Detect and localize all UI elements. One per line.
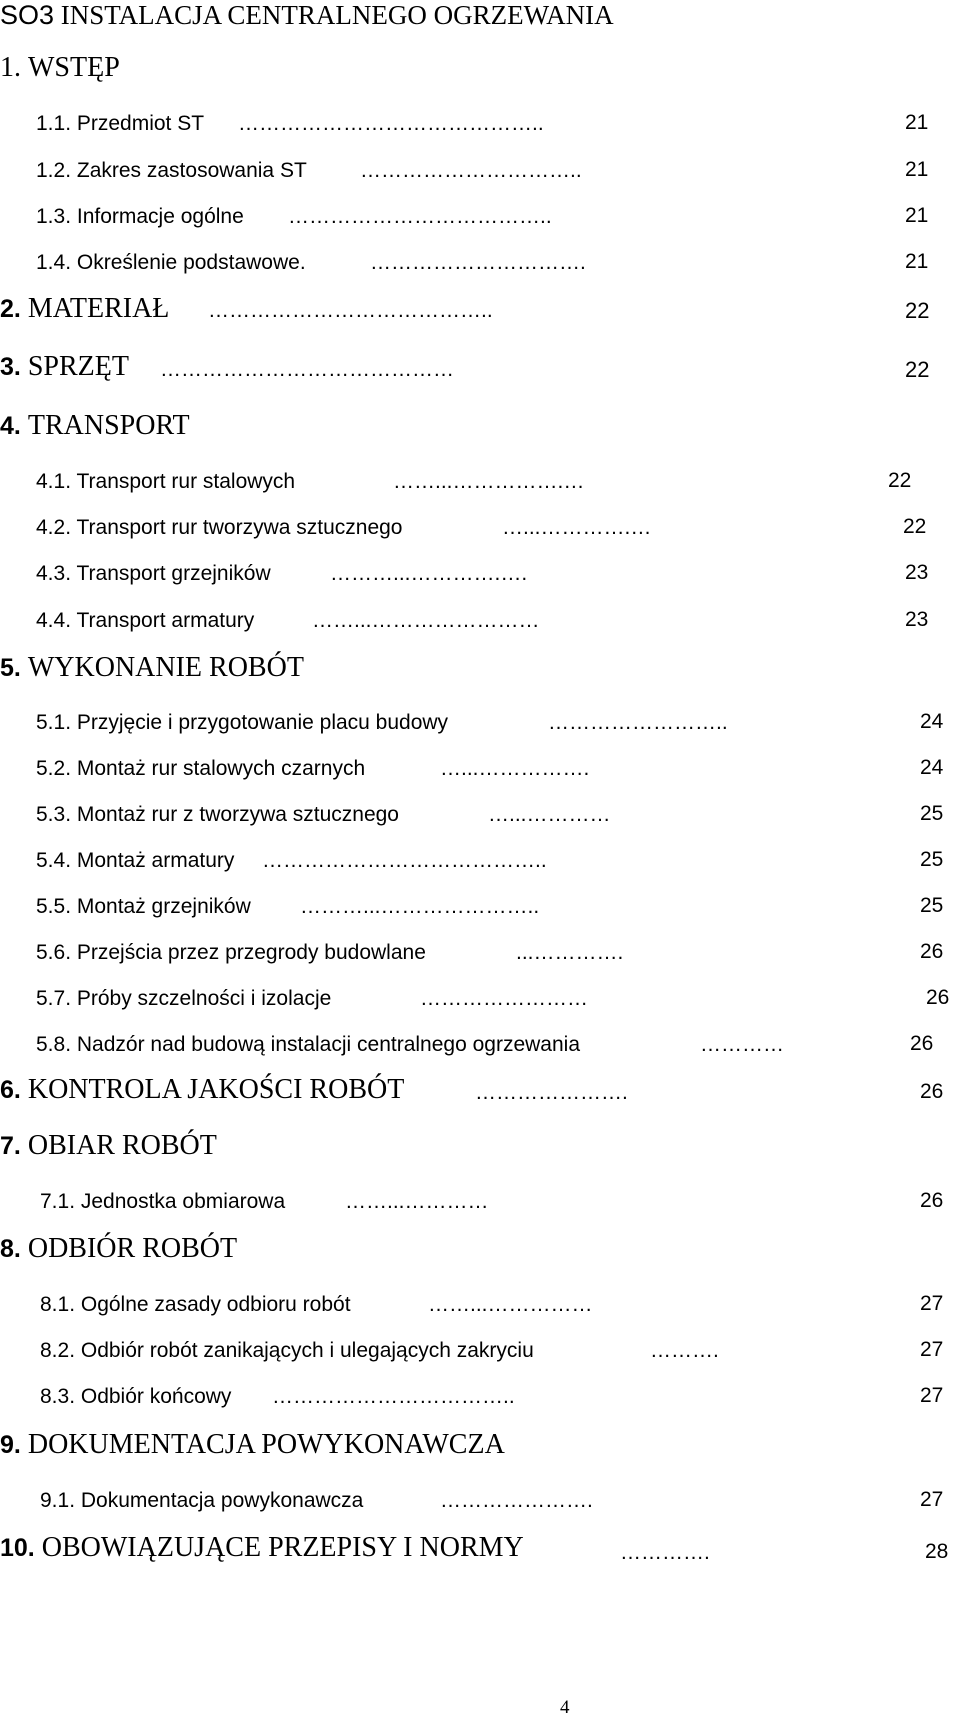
toc-page: 26 — [910, 1032, 934, 1055]
toc-entry-1-3: 1.3. Informacje ogólne — [36, 205, 244, 228]
spec-title: INSTALACJA CENTRALNEGO OGRZEWANIA — [60, 0, 614, 30]
toc-entry-5-1: 5.1. Przyjęcie i przygotowanie placu budowy — [36, 711, 449, 734]
toc-page: 21 — [905, 158, 929, 181]
toc-leader: …...………… — [488, 803, 611, 826]
toc-entry-1-1: 1.1. Przedmiot ST — [36, 112, 205, 135]
toc-leader: …………. — [620, 1541, 710, 1564]
toc-entry-5-4: 5.4. Montaż armatury — [36, 849, 235, 872]
toc-leader: ………. — [650, 1339, 719, 1362]
toc-entry-8-1: 8.1. Ogólne zasady odbioru robót — [40, 1293, 351, 1316]
toc-page: 27 — [920, 1292, 944, 1315]
toc-page: 24 — [920, 710, 944, 733]
toc-entry-4-3: 4.3. Transport grzejników — [36, 562, 271, 585]
toc-page: 26 — [926, 986, 950, 1009]
toc-heading-4: 4. TRANSPORT — [0, 410, 190, 441]
toc-page: 27 — [920, 1338, 944, 1361]
toc-entry-1-4: 1.4. Określenie podstawowe. — [36, 251, 306, 274]
toc-heading-10: 10. OBOWIĄZUJĄCE PRZEPISY I NORMY — [0, 1532, 524, 1563]
toc-page: 22 — [905, 298, 930, 323]
toc-leader: …………………. — [475, 1081, 628, 1104]
toc-heading-2: 2. MATERIAŁ — [0, 293, 170, 324]
toc-leader: ………………………………….. — [262, 849, 547, 872]
toc-page: 23 — [905, 608, 929, 631]
toc-heading-6: 6. KONTROLA JAKOŚCI ROBÓT — [0, 1074, 405, 1105]
toc-leader: ……...…………… — [428, 1293, 593, 1316]
toc-heading-9: 9. DOKUMENTACJA POWYKONAWCZA — [0, 1429, 505, 1460]
toc-leader: ………… — [700, 1033, 784, 1056]
toc-entry-8-3: 8.3. Odbiór końcowy — [40, 1385, 232, 1408]
toc-leader: ………………………………….. — [208, 299, 493, 322]
toc-leader: …...……………. — [440, 757, 590, 780]
toc-leader: …………………….. — [548, 711, 728, 734]
toc-page: 21 — [905, 111, 929, 134]
toc-leader: ………………………….. — [360, 159, 582, 182]
toc-entry-5-2: 5.2. Montaż rur stalowych czarnych — [36, 757, 366, 780]
toc-leader: …………………. — [440, 1489, 593, 1512]
toc-leader: …………………… — [420, 987, 588, 1010]
toc-page: 22 — [888, 469, 912, 492]
toc-leader: …………………………….. — [272, 1385, 515, 1408]
document-title — [0, 0, 614, 30]
toc-leader: ……...………… — [345, 1190, 489, 1213]
toc-heading-7: 7. OBIAR ROBÓT — [0, 1130, 217, 1161]
toc-page: 23 — [905, 561, 929, 584]
toc-entry-7-1: 7.1. Jednostka obmiarowa — [40, 1190, 286, 1213]
toc-leader: …...………….… — [502, 516, 652, 539]
toc-leader: ………...………….…. — [330, 562, 528, 585]
toc-page: 22 — [905, 357, 930, 382]
toc-leader: ……...…………….… — [393, 470, 585, 493]
toc-page: 22 — [903, 515, 927, 538]
toc-entry-9-1: 9.1. Dokumentacja powykonawcza — [40, 1489, 364, 1512]
toc-heading-3: 3. SPRZĘT — [0, 351, 129, 382]
toc-heading-5: 5. WYKONANIE ROBÓT — [0, 652, 304, 683]
toc-entry-4-1: 4.1. Transport rur stalowych — [36, 470, 296, 493]
toc-page: 25 — [920, 894, 944, 917]
toc-heading-1: 1. WSTĘP — [0, 52, 120, 83]
page-number: 4 — [560, 1697, 570, 1718]
toc-leader: …………………………. — [370, 251, 586, 274]
toc-leader: …………………………………… — [160, 358, 454, 381]
toc-page: 27 — [920, 1384, 944, 1407]
toc-entry-8-2: 8.2. Odbiór robót zanikających i ulegających zakryciu — [40, 1339, 534, 1362]
toc-entry-4-4: 4.4. Transport armatury — [36, 609, 255, 632]
toc-leader: ……...…………………… — [312, 609, 540, 632]
toc-page: 26 — [920, 1189, 944, 1212]
toc-page: 25 — [920, 802, 944, 825]
toc-entry-5-6: 5.6. Przejścia przez przegrody budowlane — [36, 941, 426, 964]
toc-page: 24 — [920, 756, 944, 779]
toc-leader: …………………………………….. — [238, 112, 544, 135]
toc-entry-1-2: 1.2. Zakres zastosowania ST — [36, 159, 307, 182]
toc-page: 25 — [920, 848, 944, 871]
toc-page: 28 — [925, 1540, 949, 1563]
toc-leader: ………...………………….. — [300, 895, 540, 918]
toc-heading-8: 8. ODBIÓR ROBÓT — [0, 1233, 238, 1264]
toc-page: 21 — [905, 250, 929, 273]
toc-leader: ……………………………….. — [288, 205, 552, 228]
toc-leader: ...…………. — [516, 941, 624, 964]
toc-entry-4-2: 4.2. Transport rur tworzywa sztucznego — [36, 516, 403, 539]
toc-page: 26 — [920, 940, 944, 963]
spec-code: SO3 — [0, 0, 55, 30]
toc-entry-5-5: 5.5. Montaż grzejników — [36, 895, 251, 918]
toc-page: 21 — [905, 204, 929, 227]
toc-entry-5-7: 5.7. Próby szczelności i izolacje — [36, 987, 332, 1010]
toc-entry-5-3: 5.3. Montaż rur z tworzywa sztucznego — [36, 803, 399, 826]
toc-entry-5-8: 5.8. Nadzór nad budową instalacji centralnego ogrzewania — [36, 1033, 581, 1056]
toc-page: 26 — [920, 1080, 944, 1103]
toc-page: 27 — [920, 1488, 944, 1511]
